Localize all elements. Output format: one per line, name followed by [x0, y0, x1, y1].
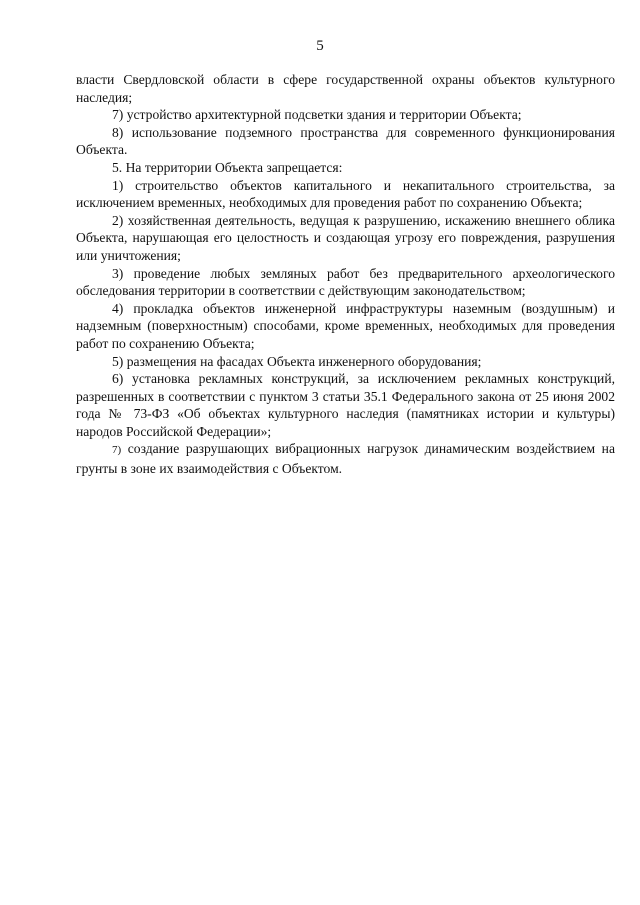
paragraph: [76, 159, 615, 177]
paragraph-text: создание разрушающих вибрационных нагрузок динамическим воздействием на грунты в зоне их взаимодействия с Объектом.: [76, 441, 615, 477]
paragraph-text: 4) прокладка объектов инженерной инфраструктуры наземным (воздушным) и надземным (поверхностным) способами, кроме временных, необходимых для проведения работ по сохранению Объекта;: [76, 300, 615, 351]
paragraph: [76, 265, 615, 300]
paragraph: [76, 106, 615, 124]
paragraph-text: 5. На территории Объекта запрещается:: [112, 159, 343, 175]
item-number: 7): [112, 444, 122, 457]
paragraph: [76, 71, 615, 106]
paragraph-text: 3) проведение любых земляных работ без предварительного археологического обследования территории в соответствии с действующим законодательством;: [76, 265, 615, 299]
paragraph: [76, 440, 615, 477]
paragraph: [76, 370, 615, 440]
paragraph-text: 2) хозяйственная деятельность, ведущая к разрушению, искажению внешнего облика Объекта, нарушающая его целостность и создающая угрозу его повреждения, разрушения или уничтожения;: [76, 212, 615, 263]
paragraph: [76, 353, 615, 371]
paragraph-text: 5) размещения на фасадах Объекта инженерного оборудования;: [112, 353, 482, 369]
paragraph-text: 7) устройство архитектурной подсветки здания и территории Объекта;: [112, 107, 522, 123]
paragraph: [76, 177, 615, 212]
paragraph-text: власти Свердловской области в сфере государственной охраны объектов культурного наследия;: [76, 72, 615, 105]
paragraph: [76, 212, 615, 265]
paragraph: [76, 300, 615, 353]
paragraph-text: 1) строительство объектов капитального и некапитального строительства, за исключением временных, необходимых для проведения работ по сохранению Объекта;: [76, 177, 615, 211]
paragraph: [76, 124, 615, 159]
paragraph-text: 8) использование подземного пространства для современного функционирования Объекта.: [76, 124, 615, 158]
paragraph-text: 6) установка рекламных конструкций, за исключением рекламных конструкций, разрешенных в соответствии с пунктом 3 статьи 35.1 Федерального закона от 25 июня 2002 года № 73-ФЗ «Об объектах культурного наследия (памятниках истории и культуры) народов Российской Федерации»;: [76, 371, 615, 439]
document-body: [76, 71, 615, 478]
page-number: 5: [316, 38, 324, 54]
